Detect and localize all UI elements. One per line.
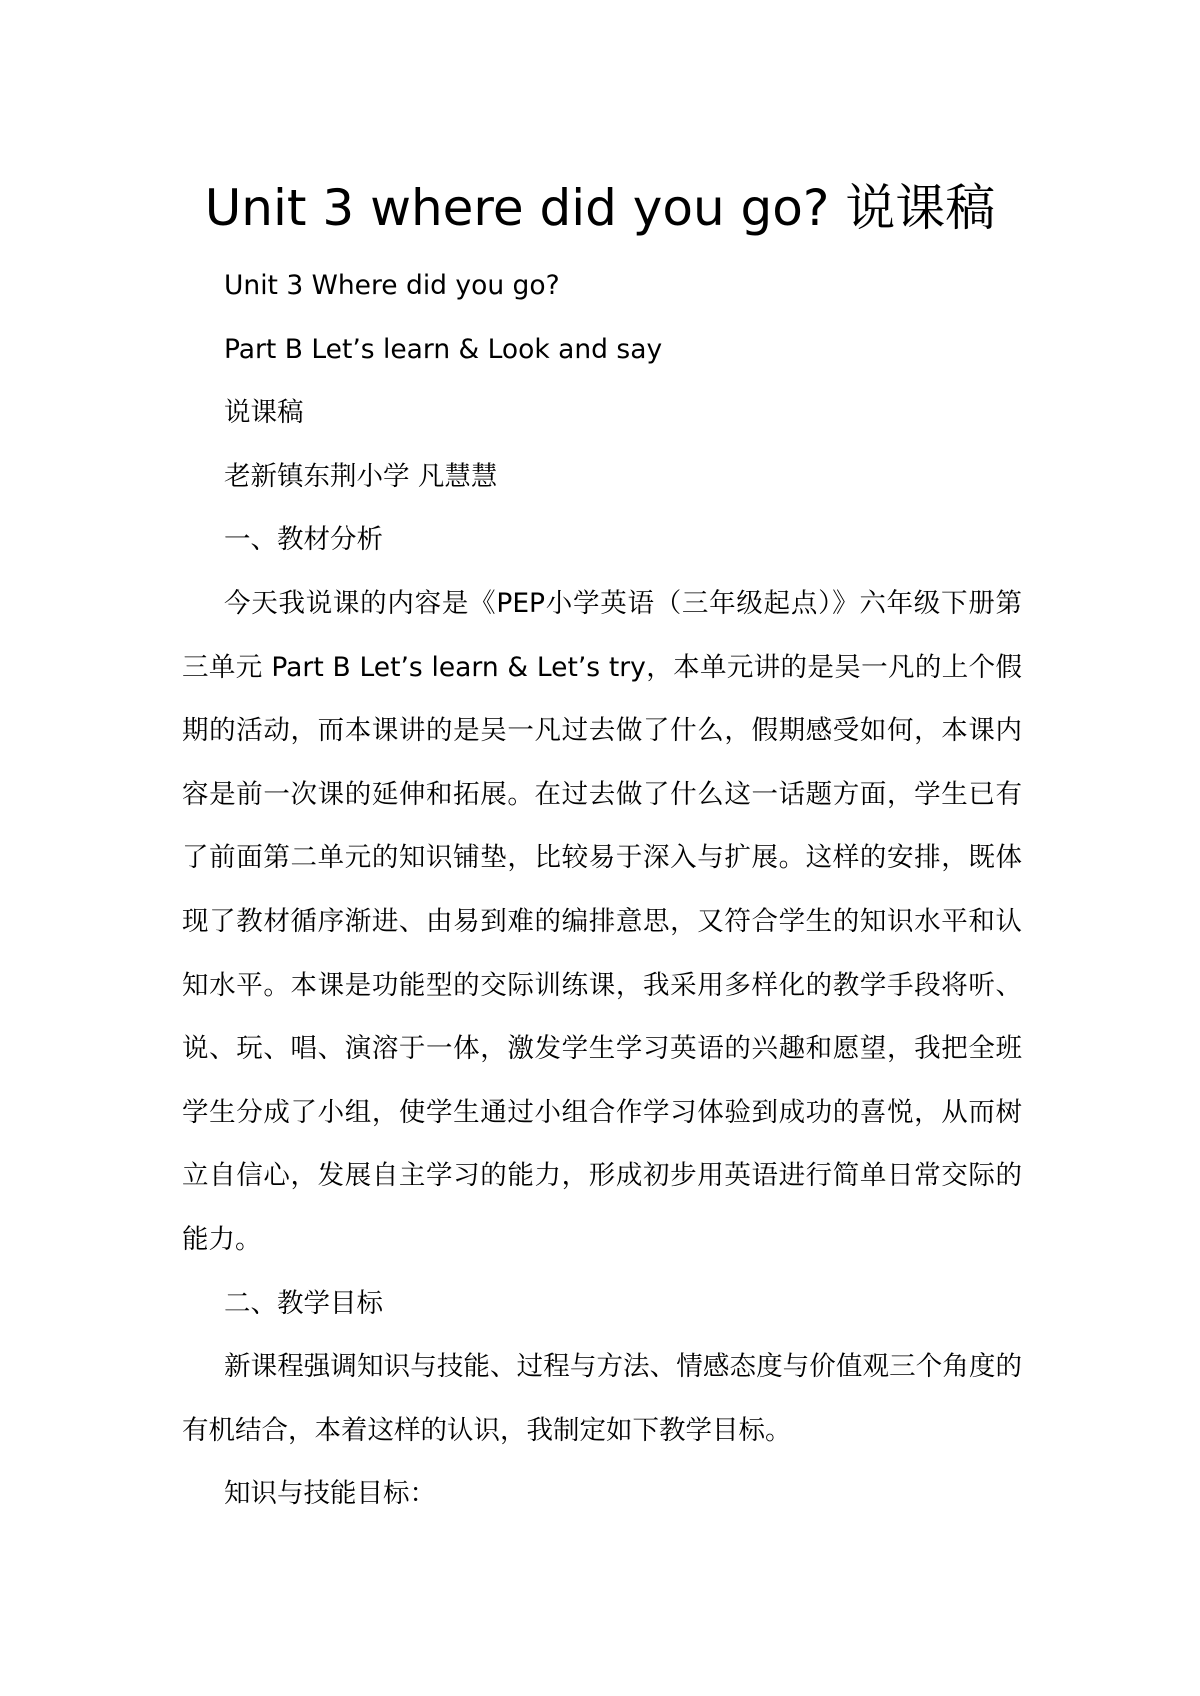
doc-type-label: 说课稿 (224, 397, 304, 429)
paragraph-textbook-analysis: 今天我说课的内容是《PEP小学英语（三年级起点）》六年级下册第三单元 Part B Let’s learn & Let’s try，本单元讲的是吴一凡的上个假期的活动，而本课讲的是吴一凡过去做了什么，假期感受如何，本课内容是前一次课的延伸和拓展。在过去做了什么这一话题方面，学生已有了前面第二单元的知识铺垫，比较易于深入与扩展。这样的安排，既体现了教材循序渐进、由易到难的编排意思，又符合学生的知识水平和认知水平。本课是功能型的交际训练课，我采用多样化的教学手段将听、说、玩、唱、演溶于一体，激发学生学习英语的兴趣和愿望，我把全班学生分成了小组，使学生通过小组合作学习体验到成功的喜悦，从而树立自信心，发展自主学习的能力，形成初步用英语进行简单日常交际的能力。 (182, 587, 1022, 1255)
section-heading-2: 二、教学目标 (224, 1287, 383, 1319)
part-heading: Part B Let’s learn & Look and say (224, 333, 663, 365)
section-heading-1: 一、教材分析 (224, 524, 383, 556)
paragraph-teaching-goals: 新课程强调知识与技能、过程与方法、情感态度与价值观三个角度的有机结合，本着这样的认识，我制定如下教学目标。 (182, 1351, 1022, 1446)
author-line: 老新镇东荆小学 凡慧慧 (224, 460, 498, 492)
document-title: Unit 3 where did you go? 说课稿 (204, 179, 996, 237)
subheading-knowledge-skills: 知识与技能目标： (224, 1478, 436, 1510)
unit-heading: Unit 3 Where did you go? (224, 270, 560, 301)
document-body (182, 254, 1022, 1526)
